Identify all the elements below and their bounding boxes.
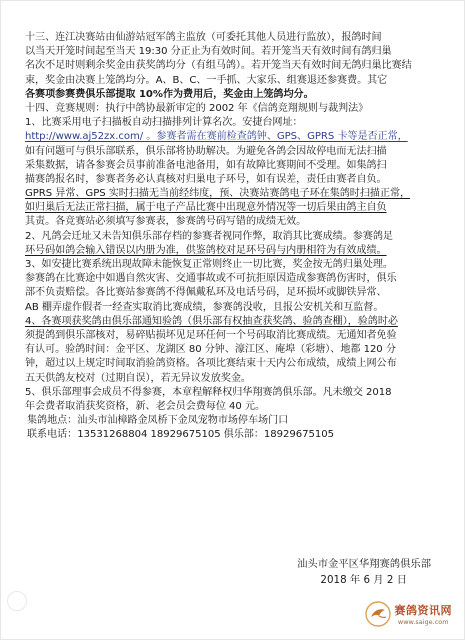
text-line-14: 其责。各竞赛站必须填写参赛表，参赛鸽号码写错的成绩无效。: [25, 216, 307, 228]
text-line-18: 参赛鸽在比赛途中如遇自然灾害、交通事故或不可抗拒原因造成参赛鸽伤害时，俱乐: [25, 273, 397, 285]
text-line-17: 3、如安捷比赛系统出现故障未能恢复正常则终止一切比赛，奖金按无鸽归巢处理。: [25, 259, 393, 270]
signature-block: [1, 556, 441, 588]
text-line-4: 束，奖金由决赛上笼鸽均分。A、B、C、一手抓、大家乐、组赛退还参赛费。其它: [25, 74, 388, 86]
text-line-15: 2、凡鸽会迁址又未告知俱乐部存档的参赛者视同作弊，取消其比赛成绩。参赛鸽足: [25, 230, 393, 242]
text-line-22: 须提鸽到俱乐部核对，易碎贴损坏见足环任何一个号码取消比赛成绩。无通知者免验: [25, 329, 397, 341]
text-line-10: 采集数据，请各参赛会员事前准备电池备用，如有故障比赛期间不受理。如集鸽扫: [25, 159, 387, 171]
text-line-26: 5、俱乐部理事会成员不得参赛，本章程解释权归华翔赛鸽俱乐部。凡未缴交 2018: [25, 386, 392, 398]
text-line-25: 五天供鸽友校对（过期自误），若无异议发放奖金。: [25, 372, 251, 384]
text-line-9: 如有问题可与俱乐部联系，俱乐部将协助解决。为避免各鸽会因故停电而无法扫描: [25, 145, 387, 157]
text-line-11: 描赛鸽报名时，参赛者务必认真核对归巢电子环号，如有误差，责任由赛者自负。: [25, 173, 387, 185]
text-line-12: GPRS 异常、GPS 实时扫描无当前经纬度，预、决赛站赛鸽电子环在集鸽时扫描正常，: [25, 188, 411, 200]
binding-hole-mark: [7, 591, 27, 611]
text-line-3: 名次不足时则剩余奖金由获奖鸽均分（有组马鸽）。若开笼当天有效时间无鸽归巢比赛结: [25, 60, 412, 72]
text-line-20: AB 棚弄虚作假者一经查实取消比赛成绩，参赛鸽没收，且报公安机关和互监督。: [25, 301, 384, 313]
watermark-url: www.saige.com: [397, 618, 449, 626]
text-line-27: 年会费者取消获奖资格，新、老会员会费每位 40 元。: [25, 400, 266, 412]
text-line-29: 联系电话：13531268804 18929675105 俱乐部：18929675105: [27, 429, 334, 441]
text-line-24: 钟，超过以上规定时间取消验鸽资格。各项比赛结束十天内公布成绩，成绩上网公布: [25, 358, 397, 370]
text-line-2: 以当天开笼时间起至当天 19:30 分正止为有效时间。若开笼当天有效时间有鸽归巢: [25, 46, 392, 58]
text-line-13: 如归巢后无法正常扫描，属于电子产品比赛中出现意外情况等一切后果由鸽主自负: [25, 202, 387, 214]
document-body: [25, 31, 445, 442]
text-line-8[interactable]: http://www.aj52zx.com/ 。参赛者需在赛前检查鸽钟、GPS、GPRS 卡等是否正常，: [25, 131, 408, 143]
signature-org: 汕头市金平区华翔赛鸽俱乐部: [297, 558, 431, 570]
text-line-5: 各赛项参赛费俱乐部提取 10%作为费用后，奖金由上笼鸽均分。: [25, 88, 314, 100]
signature-date: 2018 年 6 月 2 日: [320, 574, 407, 586]
text-line-16: 环号码如鸽会输入错误以内册为准，供鉴鸽校对足环号码与内册相符为有效成绩。: [25, 244, 387, 256]
text-line-19: 部不负责赔偿。各比赛站参赛鸽不得佩戴私环及电话号码，足环损坏或脚铁异常、: [25, 287, 387, 299]
text-line-28: 集鸽地点：汕头市汕樟路金凤桥下金凤宠物市场停车场门口: [27, 415, 289, 427]
watermark-text: [395, 602, 453, 626]
text-line-21: 4、各赛项获奖鸽由俱乐部通知验鸽（俱乐部有权抽查获奖鸽、验鸽查棚），验鸽时必: [25, 315, 398, 327]
pigeon-logo-icon: [365, 601, 391, 627]
watermark: [365, 601, 453, 627]
text-line-23: 有认可。验鸽时间：金平区、龙湖区 80 分钟、濠江区、庵埠（彩塘）、地都 120 分: [25, 344, 396, 356]
text-line-6: 十四、竞赛规则：执行中鸽协最新审定的 2002 年《信鸽竞翔规则与裁判法》: [25, 102, 369, 114]
text-line-7: 1、比赛采用电子扫描板自动扫描排列计算名次。安捷台网址：: [25, 117, 303, 129]
watermark-name: 赛鸽资讯网: [394, 604, 452, 617]
text-line-1: 十三、连江决赛站由仙游站冠军鸽主监放（可委托其他人员进行监放），报鸽时间: [25, 32, 382, 43]
